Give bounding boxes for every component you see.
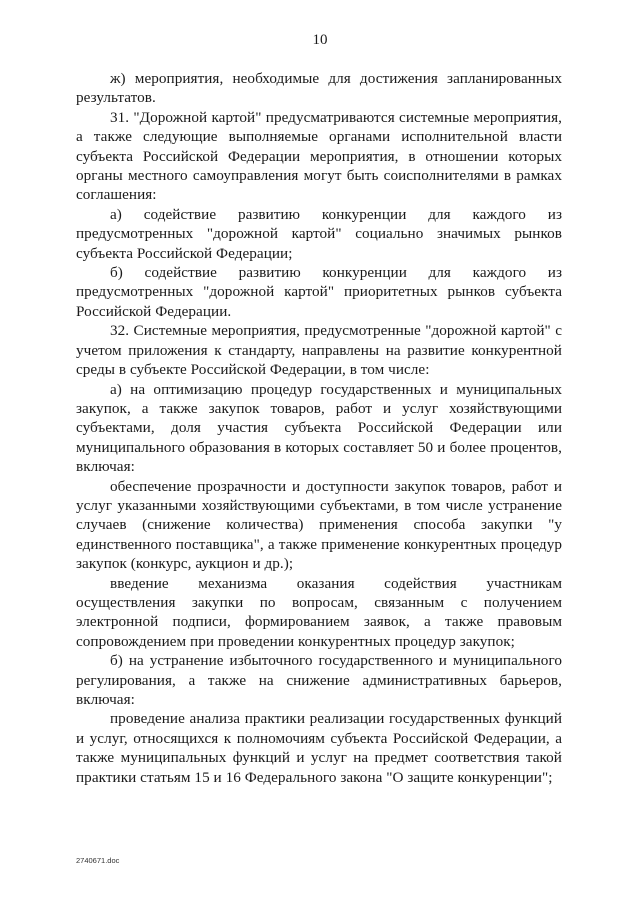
- paragraph-clause-32-b: б) на устранение избыточного государственного и муниципального регулирования, а также на снижение административных барьеров, включая:: [76, 652, 562, 708]
- document-body: [76, 69, 562, 787]
- page-number: 10: [312, 32, 328, 48]
- paragraph-support-mechanism: введение механизма оказания содействия участникам осуществления закупки по вопросам, связанным с получением электронной подписи, формированием заявок, а также правовым сопровождением при проведении конкурентных процедур закупок;: [76, 574, 562, 650]
- paragraph-analysis: проведение анализа практики реализации государственных функций и услуг, относящихся к полномочиям субъекта Российской Федерации, а также муниципальных функций и услуг на предмет соответствия такой практики статьям 15 и 16 Федерального закона "О защите конкуренции";: [76, 710, 562, 786]
- paragraph-clause-32: 32. Системные мероприятия, предусмотренные "дорожной картой" с учетом приложения к стандарту, направлены на развитие конкурентной среды в субъекте Российской Федерации, в том числе:: [76, 322, 562, 379]
- paragraph-clause-32-a: а) на оптимизацию процедур государственных и муниципальных закупок, а также закупок товаров, работ и услуг хозяйствующими субъектами, доля участия субъекта Российской Федерации или муниципального образования в которых составляет 50 и более процентов, включая:: [76, 380, 562, 476]
- paragraph-transparency: обеспечение прозрачности и доступности закупок товаров, работ и услуг указанными хозяйствующими субъектами, в том числе устранение случаев (снижение количества) применения способа закупки "у единственного поставщика", а также применение конкурентных процедур закупок (конкурс, аукцион и др.);: [76, 477, 562, 573]
- paragraph-clause-31-b: б) содействие развитию конкуренции для каждого из предусмотренных "дорожной картой" приоритетных рынков субъекта Российской Федерации.: [76, 264, 562, 320]
- paragraph-clause-31: 31. "Дорожной картой" предусматриваются системные мероприятия, а также следующие выполняемые органами исполнительной власти субъекта Российской Федерации мероприятия, в отношении которых органы местного самоуправления могут быть соисполнителями в рамках соглашения:: [76, 108, 562, 204]
- file-name-footer: 2740671.doc: [76, 856, 120, 865]
- paragraph-item-zh: ж) мероприятия, необходимые для достижения запланированных результатов.: [76, 70, 562, 107]
- paragraph-clause-31-a: а) содействие развитию конкуренции для каждого из предусмотренных "дорожной картой" социально значимых рынков субъекта Российской Федерации;: [76, 205, 562, 262]
